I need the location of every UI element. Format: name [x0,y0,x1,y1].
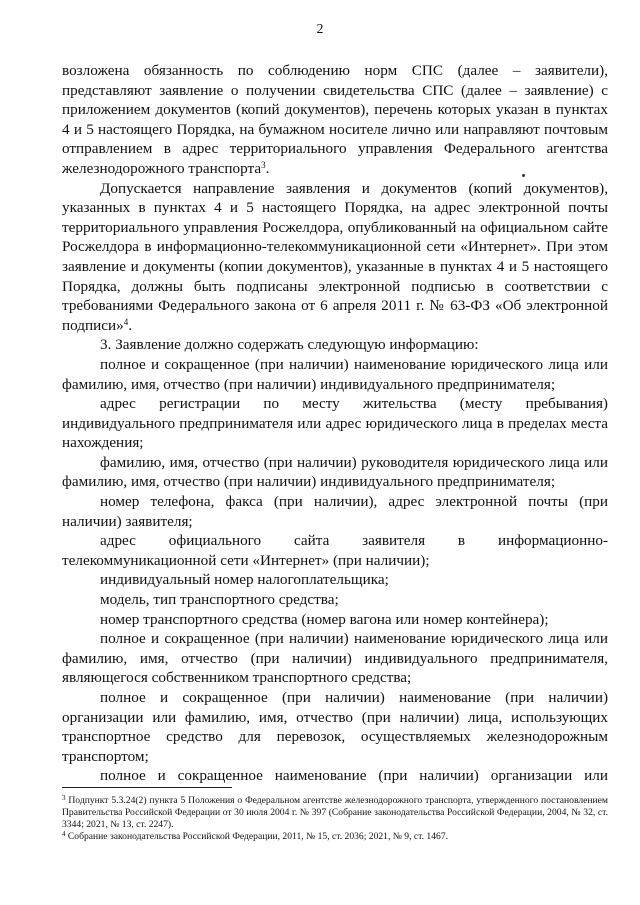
footnote-ref-3: 3 [261,159,266,170]
scan-dot [522,174,525,177]
footnote-ref-4: 4 [123,316,129,327]
list-item: индивидуальный номер налогоплательщика; [100,571,389,589]
list-item: адрес официального сайта заявителя в информационно-телекоммуникационной сети «Интернет» (при наличии); [62,532,608,569]
list-item: полное и сокращенное (при наличии) наименование (при наличии) организации или фамилию, имя, отчество (при наличии) лица, использующих транспортное средство для перевозок, осуществляемых железнодорожным транспортом; [62,689,608,765]
paragraph-continuation: возложена обязанность по соблюдению норм СПС (далее – заявители), представляют заявление о получении свидетельства СПС (далее – заявление) с приложением документов (копий документов), перечень которых указан в пунктах 4 и 5 настоящего Порядка, на бумажном носителе лично или направляют почтовым отправлением в адрес территориального управления Федерального агентства железнодорожного транспорта$^3$. [62,62,608,177]
page-number: 2 [316,22,324,37]
paragraph-electronic-submission: Допускается направление заявления и документов (копий документов), указанных в пунктах 4 и 5 настоящего Порядка, на адрес электронной почты территориального управления Росжелдора, опубликованный на официальном сайте Росжелдора в информационно-телекоммуникационной сети «Интернет». При этом заявление и документы (копии документов), указанные в пунктах 4 и 5 настоящего Порядка, должны быть подписаны электронной подписью в соответствии с требованиями Федерального закона от 6 апреля 2011 г. № 63-ФЗ «Об электронной подписи»$^4$. [62,179,608,334]
footnote-3: $^3$ Подпункт 5.3.24(2) пункта 5 Положения о Федеральном агентстве железнодорожного транспорта, утвержденного постановлением Правительства Российской Федерации от 30 июля 2004 г. № 397 (Собрание законодательства Российской Федерации, 2004, № 32, ст. 3344; 2021, № 13, ст. 2247). [62,794,608,830]
list-item: модель, тип транспортного средства; [100,591,339,609]
footnotes [62,795,608,843]
list-item: номер транспортного средства (номер вагона или номер контейнера); [100,610,549,628]
list-item: полное и сокращенное наименование (при наличии) организации или [100,767,608,785]
list-item: адрес регистрации по месту жительства (месту пребывания) индивидуального предпринимателя или адрес юридического лица в пределах места нахождения; [62,395,608,452]
list-item: номер телефона, факса (при наличии), адрес электронной почты (при наличии) заявителя; [62,493,608,530]
footnote-separator [62,787,232,788]
list-item: полное и сокращенное (при наличии) наименование юридического лица или фамилию, имя, отчество (при наличии) индивидуального предпринимателя; [62,355,608,393]
paragraph-section-3: 3. Заявление должно содержать следующую информацию: [100,336,479,354]
list-item: фамилию, имя, отчество (при наличии) руководителя юридического лица или фамилию, имя, отчество (при наличии) индивидуального предпринимателя; [62,453,608,491]
body-text [62,61,608,786]
footnote-4: $^4$ Собрание законодательства Российской Федерации, 2011, № 15, ст. 2036; 2021, № 9, ст. 1467. [62,830,449,842]
list-item: полное и сокращенное (при наличии) наименование юридического лица или фамилию, имя, отчество (при наличии) индивидуального предпринимателя, являющегося собственником транспортного средства; [62,630,608,687]
